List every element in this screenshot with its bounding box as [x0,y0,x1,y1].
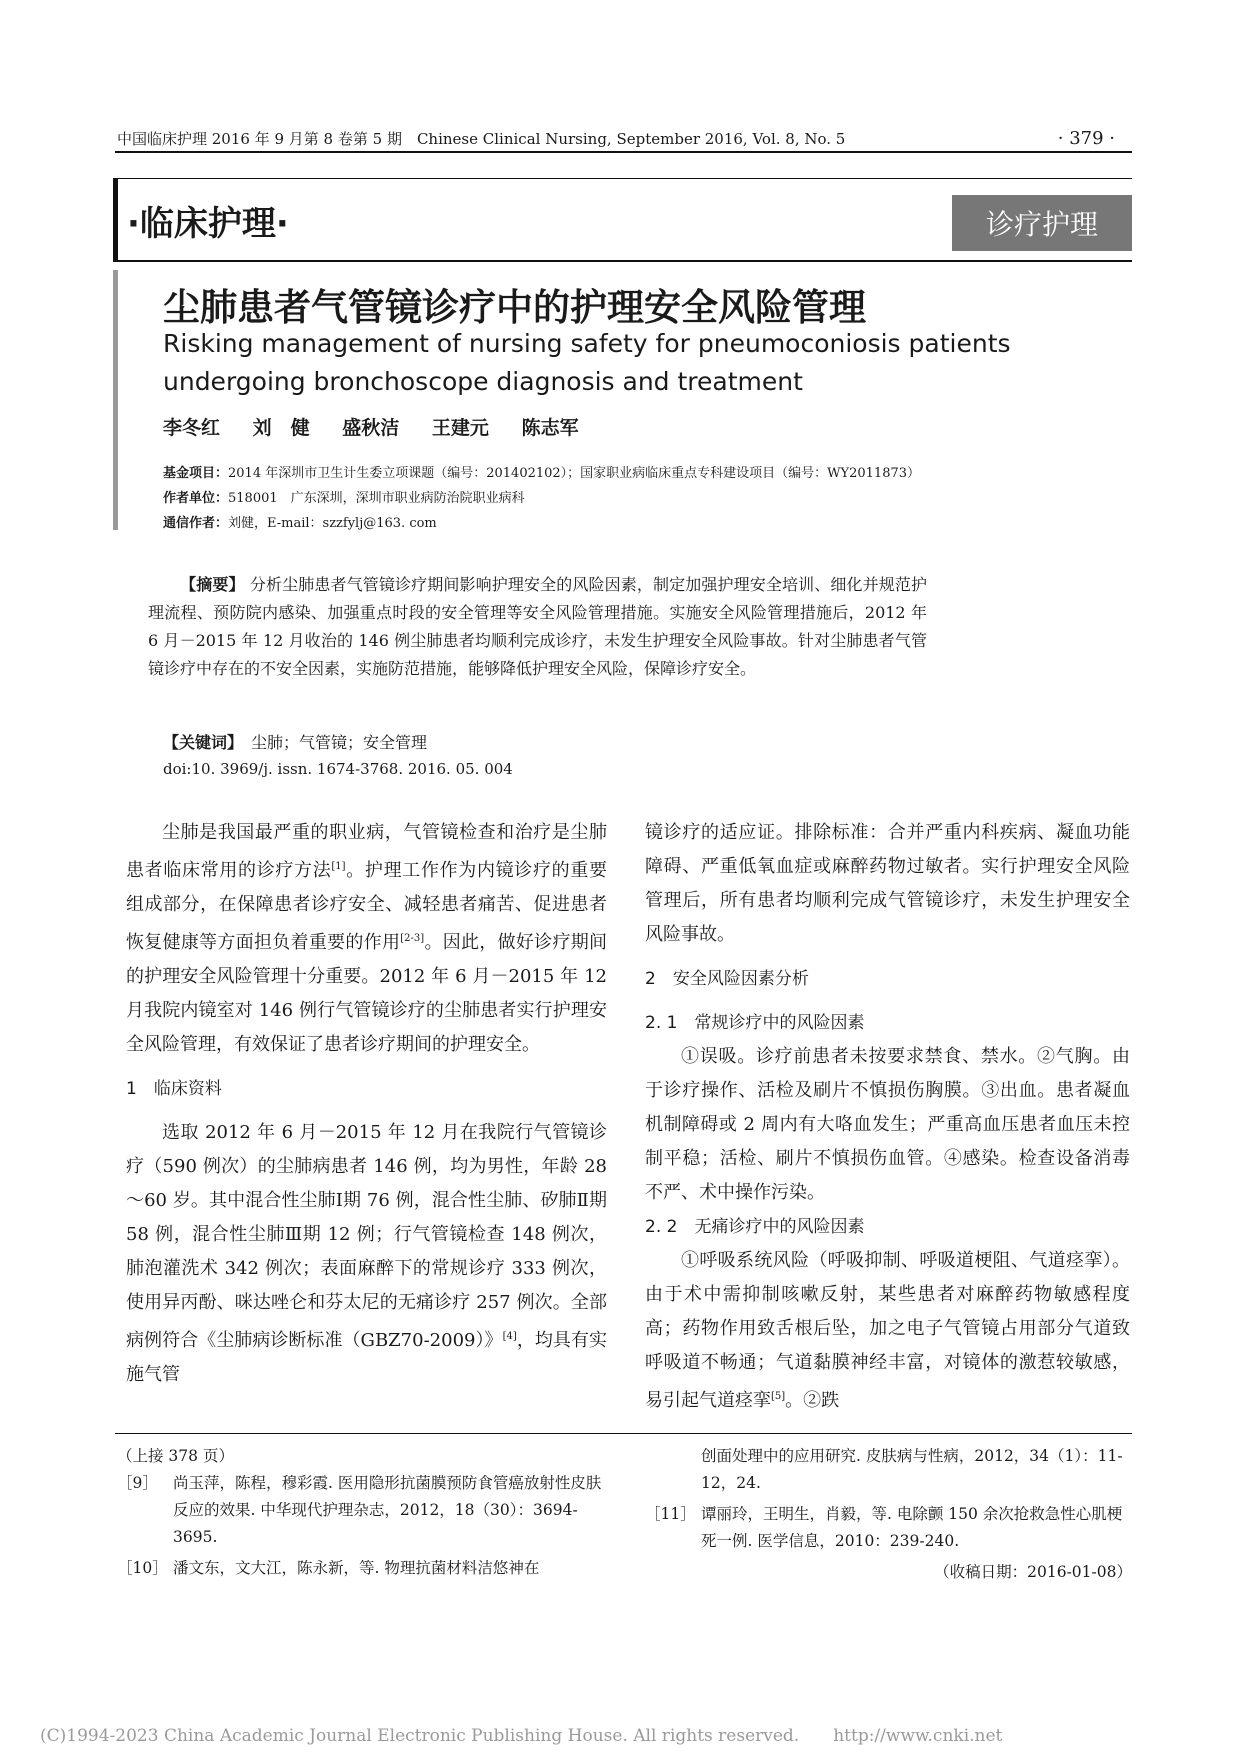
reference-number: ［9］ [117,1474,158,1492]
column-bottom-rule [118,260,1132,262]
body-left-column [126,816,607,1392]
paragraph-text: ①呼吸系统风险（呼吸抑制、呼吸道梗阻、气道痉挛）。由于术中需抑制咳嗽反射，某些患者对麻醉药物敏感程度高；药物作用致舌根后坠，加之电子气管镜占用部分气道致呼吸道不畅通；气道黏膜神经丰富，对镜体的激惹较敏感，易引起气道痉挛 [645,1250,1130,1411]
author-list [163,413,605,440]
keywords [163,730,427,753]
section-heading-2: 2 安全风险因素分析 [645,969,809,989]
article-title-english [163,325,1011,401]
article-title: 尘肺患者气管镜诊疗中的护理安全风险管理 [163,286,866,329]
author: 王建元 [431,417,489,439]
citation: [1] [331,861,346,872]
citation: [4] [502,1331,517,1342]
intro-text: 。因此，做好诊疗期间的护理安全风险管理十分重要。2012 年 6 月－2015 年 12 月我院内镜室对 146 例行气管镜诊疗的尘肺患者实行护理安全风险管理，有效保证了患者诊疗期间的护理安全。 [126,932,608,1055]
author: 李冬红 [163,417,221,439]
affiliation-info [163,487,525,506]
subsection-heading-2-1: 2. 1 常规诊疗中的风险因素 [645,1013,865,1033]
abstract-label: 【摘要】 [180,575,245,594]
subsection-heading-2-2: 2. 2 无痛诊疗中的风险因素 [645,1217,865,1237]
title-en-line-1: Risking management of nursing safety for pneumoconiosis patients [163,329,1011,358]
risk-factors-paragraph: ①误吸。诊疗前患者未按要求禁食、禁水。②气胸。由于诊疗操作、活检及刷片不慎损伤胸膜。③出血。患者凝血机制障碍或 2 周内有大咯血发生；严重高血压患者血压未控制平稳；活检、刷片不慎损伤血管。④感染。检查设备消毒不严、术中操作污染。 [645,1046,1130,1203]
abstract [148,571,927,683]
intro-text: 尘肺是我国最严重的职业病，气管镜检查和治疗是尘肺患者临床常用的诊疗方法 [126,822,607,881]
column-top-rule [118,178,1132,179]
affiliation-text: 518001 广东深圳，深圳市职业病防治院职业病科 [228,491,525,506]
received-date: （收稿日期：2016-01-08） [934,1563,1132,1581]
section-heading-1: 1 临床资料 [126,1079,222,1099]
reference-item [645,1501,1132,1555]
reference-continuation: 创面处理中的应用研究. 皮肤病与性病，2012，34（1）：11-12，24. [701,1447,1123,1492]
fund-info [163,462,920,481]
title-left-bar [113,270,118,530]
reference-item [117,1555,605,1582]
corresponding-text: 刘健，E-mail：szzfylj@163. com [228,516,437,531]
page-number: · 379 · [1057,128,1115,149]
paragraph-text: 。②跌 [785,1390,840,1411]
author: 陈志军 [521,417,579,439]
paragraph-text: 选取 2012 年 6 月－2015 年 12 月在我院行气管镜诊疗（590 例次）的尘肺病患者 146 例，均为男性，年龄 28～60 岁。其中混合性尘肺Ⅰ期 76 例，混合性尘肺、矽肺Ⅱ期 58 例，混合性尘肺Ⅲ期 12 例；行气管镜检查 148 例次，肺泡灌洗术 342 例次；表面麻醉下的常规诊疗 333 例次，使用异丙酚、咪达唑仑和芬太尼的无痛诊疗 257 例次。全部病例符合《尘肺病诊断标准（GBZ70-2009）》 [126,1122,607,1351]
reference-number: ［11］ [645,1505,696,1523]
intro-text: 。护理工作作为内镜诊疗的重要组成部分，在保障患者诊疗安全、减轻患者痛苦、促进患者恢复健康等方面担负着重要的作用 [126,860,608,953]
references-left [117,1443,605,1582]
paragraph-text: ，均具有实施气管 [126,1330,607,1385]
column-tag: 诊疗护理 [952,195,1132,251]
reference-item [117,1470,605,1551]
author: 刘 健 [252,417,310,439]
continued-paragraph: 镜诊疗的适应证。排除标准：合并严重内科疾病、凝血功能障碍、严重低氧血症或麻醉药物过敏者。实行护理安全风险管理后，所有患者均顺利完成气管镜诊疗，未发生护理安全风险事故。 [645,822,1130,945]
keywords-label: 【关键词】 [163,733,236,752]
reference-text: 谭丽玲，王明生，肖毅，等. 电除颤 150 余次抢救急性心肌梗死一例. 医学信息，2010：239-240. [701,1505,1123,1550]
fund-text: 2014 年深圳市卫生计生委立项课题（编号：201402102）；国家职业病临床重点专科建设项目（编号：WY2011873） [228,466,921,481]
references-rule [115,1433,1132,1434]
references-continued: （上接 378 页） [117,1447,234,1465]
clinical-data-paragraph [126,1116,607,1392]
body-right-column [645,816,1130,1418]
doi: doi:10. 3969/j. issn. 1674-3768. 2016. 05. 004 [163,760,513,778]
corresponding-label: 通信作者： [163,516,229,531]
title-en-line-2: undergoing bronchoscope diagnosis and treatment [163,367,803,396]
reference-text: 尚玉萍，陈程，穆彩霞. 医用隐形抗菌膜预防食管癌放射性皮肤反应的效果. 中华现代护理杂志，2012，18（30）：3694-3695. [173,1474,602,1546]
keywords-text: 尘肺；气管镜；安全管理 [251,733,428,752]
corresponding-info [163,512,437,531]
reference-text: 潘文东，文大江，陈永新，等. 物理抗菌材料洁悠神在 [173,1559,540,1577]
citation: [5] [771,1391,786,1402]
column-title: ·临床护理· [127,204,289,244]
references-right [645,1443,1132,1586]
author: 盛秋洁 [342,417,400,439]
painless-risk-paragraph [645,1244,1130,1418]
header-rule [115,151,1132,153]
abstract-text: 分析尘肺患者气管镜诊疗期间影响护理安全的风险因素，制定加强护理安全培训、细化并规范护理流程、预防院内感染、加强重点时段的安全管理等安全风险管理措施。实施安全风险管理措施后，2012 年 6 月－2015 年 12 月收治的 146 例尘肺患者均顺利完成诊疗，未发生护理安全风险事故。针对尘肺患者气管镜诊疗中存在的不安全因素，实施防范措施，能够降低护理安全风险，保障诊疗安全。 [148,575,927,678]
intro-paragraph [126,816,607,1062]
fund-label: 基金项目： [163,466,229,481]
reference-number: ［10］ [117,1559,168,1577]
copyright-footer: (C)1994-2023 China Academic Journal Electronic Publishing House. All rights reserved. http://www.cnki.net [40,1726,1003,1746]
citation: [2-3] [400,933,425,944]
section-left-bar [113,178,118,262]
affiliation-label: 作者单位： [163,491,229,506]
running-header: 中国临床护理 2016 年 9 月第 8 卷第 5 期 Chinese Clinical Nursing, September 2016, Vol. 8, No. 5 [117,130,846,148]
